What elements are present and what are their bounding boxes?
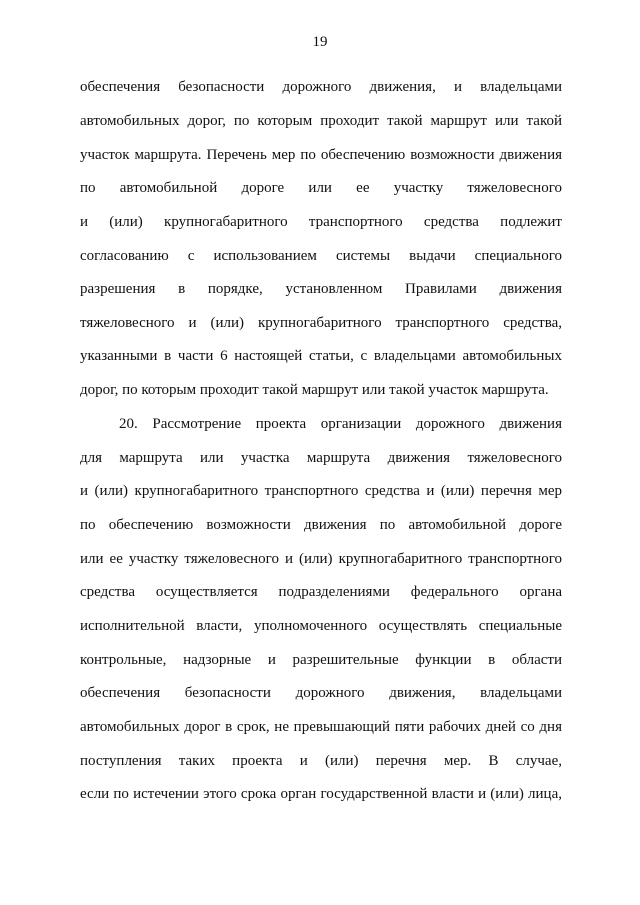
text-line: участок маршрута. Перечень мер по обеспечению возможности движения bbox=[80, 147, 562, 163]
text-line: тяжеловесного и (или) крупногабаритного транспортного средства, bbox=[80, 315, 562, 331]
text-line: обеспечения безопасности дорожного движения, владельцами bbox=[80, 685, 562, 701]
text-line: поступления таких проекта и (или) перечня мер. В случае, bbox=[80, 753, 562, 769]
text-line: контрольные, надзорные и разрешительные функции в области bbox=[80, 652, 562, 668]
text-line: и (или) крупногабаритного транспортного средства и (или) перечня мер bbox=[80, 483, 562, 499]
text-line: и (или) крупногабаритного транспортного средства подлежит bbox=[80, 214, 562, 230]
text-line: исполнительной власти, уполномоченного осуществлять специальные bbox=[80, 618, 562, 634]
text-line: автомобильных дорог, по которым проходит такой маршрут или такой bbox=[80, 113, 562, 129]
text-line: по автомобильной дороге или ее участку тяжеловесного bbox=[80, 180, 562, 196]
text-line: по обеспечению возможности движения по автомобильной дороге bbox=[80, 517, 562, 533]
text-line: или ее участку тяжеловесного и (или) крупногабаритного транспортного bbox=[80, 551, 562, 567]
text-line: указанными в части 6 настоящей статьи, с владельцами автомобильных bbox=[80, 348, 562, 364]
text-line: разрешения в порядке, установленном Правилами движения bbox=[80, 281, 562, 297]
text-line: 20. Рассмотрение проекта организации дорожного движения bbox=[119, 416, 562, 432]
text-line: для маршрута или участка маршрута движения тяжеловесного bbox=[80, 450, 562, 466]
text-line: согласованию с использованием системы выдачи специального bbox=[80, 248, 562, 264]
page-number: 19 bbox=[312, 34, 328, 50]
text-line: если по истечении этого срока орган государственной власти и (или) лица, bbox=[80, 786, 562, 802]
text-line: средства осуществляется подразделениями федерального органа bbox=[80, 584, 562, 600]
text-line: автомобильных дорог в срок, не превышающий пяти рабочих дней со дня bbox=[80, 719, 562, 735]
text-line: обеспечения безопасности дорожного движения, и владельцами bbox=[80, 79, 562, 95]
text-line: дорог, по которым проходит такой маршрут или такой участок маршрута. bbox=[80, 382, 549, 398]
